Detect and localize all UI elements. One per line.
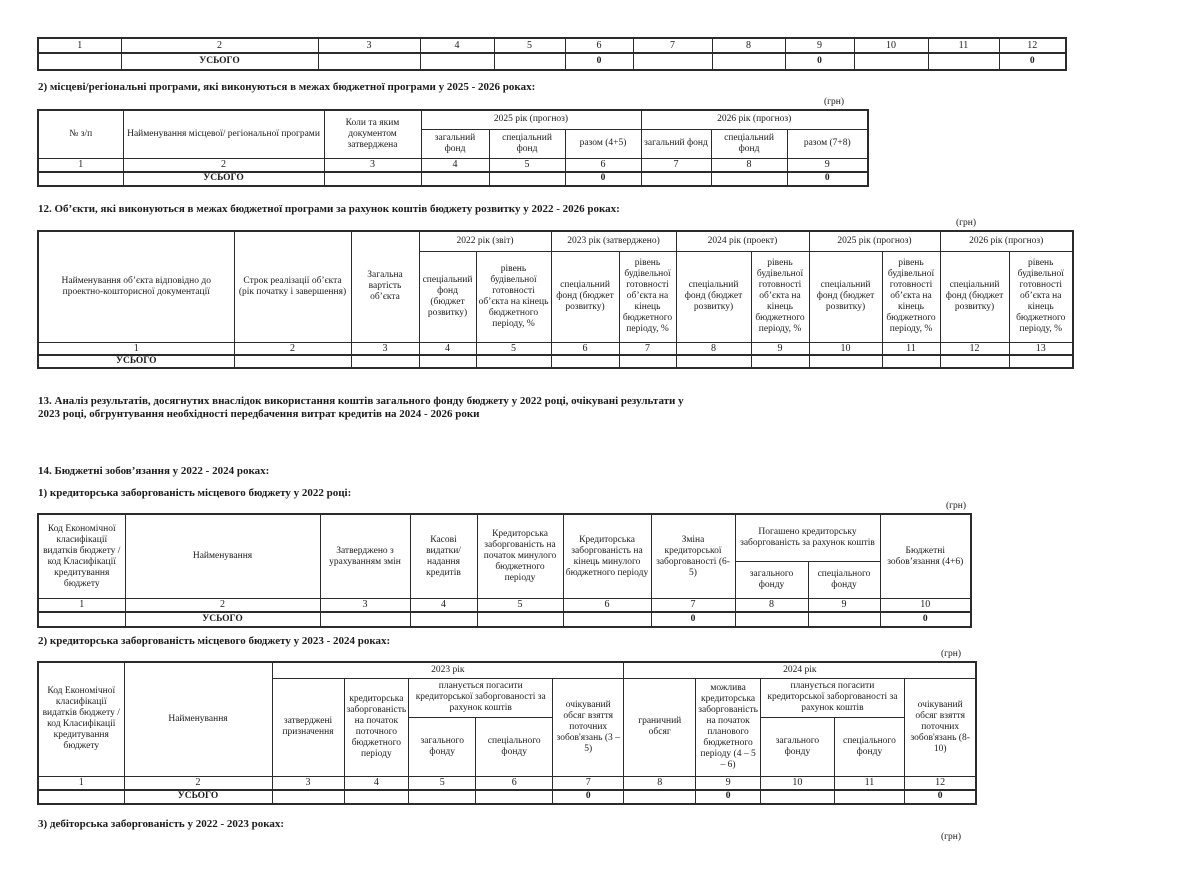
total-value-cell: 0 xyxy=(696,790,761,804)
empty-cell xyxy=(563,612,651,627)
total-value-cell: 0 xyxy=(651,612,735,627)
header-cell: спеціальний фонд xyxy=(489,130,565,159)
currency-note: (грн) xyxy=(823,97,844,107)
payables-2022-table xyxy=(37,513,972,628)
total-value-cell: 0 xyxy=(553,790,624,804)
empty-cell xyxy=(419,355,476,368)
year-group-cell: 2022 рік (звіт) xyxy=(419,231,551,252)
empty-cell xyxy=(808,612,880,627)
empty-cell xyxy=(234,355,351,368)
header-cell: можлива кредиторська заборгованість на початок планового бюджетного періоду (4 – 5 – 6) xyxy=(696,678,761,776)
total-row xyxy=(38,355,1073,368)
col-number-cell: 9 xyxy=(808,599,880,612)
header-cell: Найменування xyxy=(124,662,272,777)
empty-cell xyxy=(711,172,787,186)
col-number-cell: 10 xyxy=(854,38,928,53)
col-number-cell: 12 xyxy=(999,38,1066,53)
empty-cell xyxy=(619,355,676,368)
header-cell: Код Економічної класифікації видатків бюджету / код Класифікації кредитування бюджету xyxy=(38,514,125,599)
empty-cell xyxy=(809,355,882,368)
total-label-cell: УСЬОГО xyxy=(125,612,320,627)
carryover-totals-table xyxy=(37,37,1067,71)
col-number-cell: 8 xyxy=(711,159,787,172)
empty-cell xyxy=(477,612,563,627)
currency-note: (грн) xyxy=(945,501,966,512)
col-number-cell: 7 xyxy=(619,342,676,355)
col-number-cell: 13 xyxy=(1009,342,1073,355)
col-number-cell: 11 xyxy=(882,342,940,355)
col-number-cell: 4 xyxy=(420,38,494,53)
col-number-cell: 5 xyxy=(477,599,563,612)
header-cell: кредиторська заборгованість на початок поточного бюджетного періоду xyxy=(344,678,409,776)
empty-cell xyxy=(420,53,494,70)
analysis-paragraph: 13. Аналіз результатів, досягнутих внаслідок використання коштів загального фонду бюджету у 2022 році, очікувані результати у 2023 році, обгрунтування необхідності передбачення витрат кредитів на 2024 - 2026 роки xyxy=(38,395,684,421)
header-cell: Кредиторська заборгованість на кінець минулого бюджетного періоду xyxy=(563,514,651,599)
header-cell: загального фонду xyxy=(760,717,834,776)
local-programs-table xyxy=(37,109,869,187)
header-row xyxy=(38,514,971,562)
header-cell: разом (4+5) xyxy=(565,130,641,159)
header-cell: загальний фонд xyxy=(641,130,711,159)
empty-cell xyxy=(38,53,121,70)
year-group-cell: 2026 рік (прогноз) xyxy=(641,110,868,130)
payables-2023-2024-heading: 2) кредиторська заборгованість місцевого бюджету у 2023 - 2024 роках: xyxy=(38,634,391,647)
col-number-cell: 3 xyxy=(320,599,410,612)
empty-cell xyxy=(712,53,785,70)
col-number-cell: 9 xyxy=(751,342,809,355)
header-cell: граничний обсяг xyxy=(624,678,696,776)
col-number-cell: 2 xyxy=(123,159,324,172)
header-row xyxy=(38,110,868,130)
col-number-cell: 1 xyxy=(38,38,121,53)
col-number-cell: 8 xyxy=(624,776,696,790)
total-value-cell: 0 xyxy=(785,53,854,70)
header-cell: загального фонду xyxy=(409,717,476,776)
total-row xyxy=(38,790,976,804)
col-number-cell: 2 xyxy=(125,599,320,612)
col-number-cell: 7 xyxy=(553,776,624,790)
empty-cell xyxy=(421,172,489,186)
total-row xyxy=(38,53,1066,70)
payables-2022-heading: 1) кредиторська заборгованість місцевого бюджету у 2022 році: xyxy=(38,487,352,500)
header-row xyxy=(38,231,1073,252)
header-cell: очікуваний обсяг взяття поточних зобов'язань (8-10) xyxy=(904,678,976,776)
col-number-cell: 5 xyxy=(476,342,551,355)
col-number-cell: 5 xyxy=(494,38,565,53)
empty-cell xyxy=(882,355,940,368)
receivables-heading: 3) дебіторська заборгованість у 2022 - 2023 роках: xyxy=(38,817,285,830)
header-cell: спеціальний фонд xyxy=(711,130,787,159)
col-number-cell: 8 xyxy=(735,599,808,612)
col-number-cell: 6 xyxy=(551,342,619,355)
total-row xyxy=(38,612,971,627)
col-number-cell: 4 xyxy=(410,599,477,612)
empty-cell xyxy=(476,790,553,804)
empty-cell xyxy=(494,53,565,70)
empty-cell xyxy=(318,53,420,70)
col-number-cell: 9 xyxy=(696,776,761,790)
header-cell: рівень будівельної готовності об’єкта на кінець бюджетного періоду, % xyxy=(882,251,940,342)
total-label-cell: УСЬОГО xyxy=(124,790,272,804)
header-cell: Касові видатки/ надання кредитів xyxy=(410,514,477,599)
payables-2023-2024-table xyxy=(37,661,977,805)
header-cell: Код Економічної класифікації видатків бюджету / код Класифікації кредитування бюджету xyxy=(38,662,124,777)
year-group-cell: 2024 рік xyxy=(624,662,977,679)
column-numbers-row xyxy=(38,776,976,790)
empty-cell xyxy=(324,172,421,186)
header-cell: Затверджено з урахуванням змін xyxy=(320,514,410,599)
col-number-cell: 9 xyxy=(785,38,854,53)
empty-cell xyxy=(751,355,809,368)
group-header-cell: планується погасити кредиторської заборгованості за рахунок коштів xyxy=(760,678,904,717)
year-group-cell: 2023 рік xyxy=(272,662,624,679)
col-number-cell: 1 xyxy=(38,599,125,612)
total-value-cell: 0 xyxy=(904,790,976,804)
column-numbers-row xyxy=(38,159,868,172)
empty-cell xyxy=(38,612,125,627)
year-group-cell: 2025 рік (прогноз) xyxy=(421,110,641,130)
total-row xyxy=(38,172,868,186)
header-cell: Зміна кредиторської заборгованості (6-5) xyxy=(651,514,735,599)
col-number-cell: 3 xyxy=(351,342,419,355)
col-number-cell: 6 xyxy=(565,159,641,172)
header-cell: рівень будівельної готовності об’єкта на кінець бюджетного періоду, % xyxy=(619,251,676,342)
col-number-cell: 1 xyxy=(38,159,123,172)
local-programs-heading: 2) місцеві/регіональні програми, які виконуються в межах бюджетної програми у 2025 - 2026 роках: xyxy=(38,81,536,93)
empty-cell xyxy=(624,790,696,804)
total-value-cell: 0 xyxy=(999,53,1066,70)
empty-cell xyxy=(489,172,565,186)
header-cell: разом (7+8) xyxy=(787,130,868,159)
total-label-cell: УСЬОГО xyxy=(123,172,324,186)
col-number-cell: 6 xyxy=(565,38,633,53)
year-group-cell: 2025 рік (прогноз) xyxy=(809,231,940,252)
empty-cell xyxy=(928,53,999,70)
year-group-cell: 2026 рік (прогноз) xyxy=(940,231,1073,252)
col-number-cell: 12 xyxy=(940,342,1009,355)
col-number-cell: 3 xyxy=(272,776,344,790)
year-group-cell: 2024 рік (проект) xyxy=(676,231,809,252)
empty-cell xyxy=(1009,355,1073,368)
col-number-cell: 6 xyxy=(563,599,651,612)
col-number-cell: 2 xyxy=(234,342,351,355)
col-number-cell: 10 xyxy=(760,776,834,790)
header-cell: Бюджетні зобов’язання (4+6) xyxy=(880,514,971,599)
empty-cell xyxy=(854,53,928,70)
col-number-cell: 2 xyxy=(121,38,318,53)
total-value-cell: 0 xyxy=(565,172,641,186)
total-value-cell: 0 xyxy=(787,172,868,186)
col-number-cell: 4 xyxy=(421,159,489,172)
col-number-cell: 4 xyxy=(344,776,409,790)
objects-table xyxy=(37,230,1074,370)
empty-cell xyxy=(409,790,476,804)
empty-cell xyxy=(940,355,1009,368)
header-cell: Найменування об’єкта відповідно до проектно-кошторисної документації xyxy=(38,231,234,343)
obligations-heading: 14. Бюджетні зобов’язання у 2022 - 2024 роках: xyxy=(38,465,270,478)
group-header-cell: Погашено кредиторську заборгованість за рахунок коштів xyxy=(735,514,880,562)
col-number-cell: 1 xyxy=(38,342,234,355)
total-value-cell: 0 xyxy=(565,53,633,70)
header-cell: загального фонду xyxy=(735,562,808,599)
col-number-cell: 2 xyxy=(124,776,272,790)
header-cell: Найменування місцевої/ регіональної програми xyxy=(123,110,324,159)
col-number-cell: 11 xyxy=(928,38,999,53)
column-numbers-row xyxy=(38,599,971,612)
col-number-cell: 9 xyxy=(787,159,868,172)
col-number-cell: 8 xyxy=(712,38,785,53)
col-number-cell: 7 xyxy=(633,38,712,53)
header-cell: рівень будівельної готовності об’єкта на кінець бюджетного періоду, % xyxy=(751,251,809,342)
empty-cell xyxy=(272,790,344,804)
header-row xyxy=(38,662,976,679)
col-number-cell: 12 xyxy=(904,776,976,790)
header-cell: спеціальний фонд (бюджет розвитку) xyxy=(809,251,882,342)
year-group-cell: 2023 рік (затверджено) xyxy=(551,231,676,252)
currency-note: (грн) xyxy=(955,217,976,228)
header-cell: спеціальний фонд (бюджет розвитку) xyxy=(551,251,619,342)
col-number-cell: 7 xyxy=(641,159,711,172)
empty-cell xyxy=(410,612,477,627)
col-number-cell: 10 xyxy=(880,599,971,612)
header-cell: очікуваний обсяг взяття поточних зобов'язань (3 – 5) xyxy=(553,678,624,776)
total-label-cell: УСЬОГО xyxy=(121,53,318,70)
total-label-cell: УСЬОГО xyxy=(38,355,234,368)
header-cell: спеціальний фонд (бюджет розвитку) xyxy=(676,251,751,342)
col-number-cell: 5 xyxy=(409,776,476,790)
empty-cell xyxy=(38,790,124,804)
col-number-cell: 7 xyxy=(651,599,735,612)
empty-cell xyxy=(633,53,712,70)
empty-cell xyxy=(320,612,410,627)
col-number-cell: 8 xyxy=(676,342,751,355)
header-cell: Строк реалізації об’єкта (рік початку і завершення) xyxy=(234,231,351,343)
empty-cell xyxy=(551,355,619,368)
col-number-cell: 10 xyxy=(809,342,882,355)
empty-cell xyxy=(476,355,551,368)
header-cell: спеціального фонду xyxy=(808,562,880,599)
col-number-cell: 3 xyxy=(318,38,420,53)
col-number-cell: 3 xyxy=(324,159,421,172)
empty-cell xyxy=(834,790,904,804)
col-number-cell: 1 xyxy=(38,776,124,790)
empty-cell xyxy=(38,172,123,186)
empty-cell xyxy=(676,355,751,368)
empty-cell xyxy=(344,790,409,804)
col-number-cell: 6 xyxy=(476,776,553,790)
currency-note: (грн) xyxy=(940,648,961,659)
header-cell: спеціальний фонд (бюджет розвитку) xyxy=(419,251,476,342)
header-cell: Кредиторська заборгованість на початок минулого бюджетного періоду xyxy=(477,514,563,599)
currency-note: (грн) xyxy=(940,831,961,842)
empty-cell xyxy=(760,790,834,804)
header-cell: рівень будівельної готовності об’єкта на кінець бюджетного періоду, % xyxy=(476,251,551,342)
header-cell: Коли та яким документом затверджена xyxy=(324,110,421,159)
column-numbers-row xyxy=(38,342,1073,355)
header-cell: спеціального фонду xyxy=(476,717,553,776)
col-number-cell: 5 xyxy=(489,159,565,172)
header-cell: спеціального фонду xyxy=(834,717,904,776)
column-numbers-row xyxy=(38,38,1066,53)
header-cell: Загальна вартість об’єкта xyxy=(351,231,419,343)
group-header-cell: планується погасити кредиторської заборгованості за рахунок коштів xyxy=(409,678,553,717)
col-number-cell: 4 xyxy=(419,342,476,355)
empty-cell xyxy=(351,355,419,368)
header-cell: № з/п xyxy=(38,110,123,159)
empty-cell xyxy=(641,172,711,186)
total-value-cell: 0 xyxy=(880,612,971,627)
header-cell: рівень будівельної готовності об’єкта на кінець бюджетного періоду, % xyxy=(1009,251,1073,342)
col-number-cell: 11 xyxy=(834,776,904,790)
header-cell: спеціальний фонд (бюджет розвитку) xyxy=(940,251,1009,342)
header-cell: загальний фонд xyxy=(421,130,489,159)
header-cell: Найменування xyxy=(125,514,320,599)
objects-heading: 12. Об’єкти, які виконуються в межах бюджетної програми за рахунок коштів бюджету розвитку у 2022 - 2026 роках: xyxy=(38,202,620,215)
empty-cell xyxy=(735,612,808,627)
header-cell: затверджені призначення xyxy=(272,678,344,776)
